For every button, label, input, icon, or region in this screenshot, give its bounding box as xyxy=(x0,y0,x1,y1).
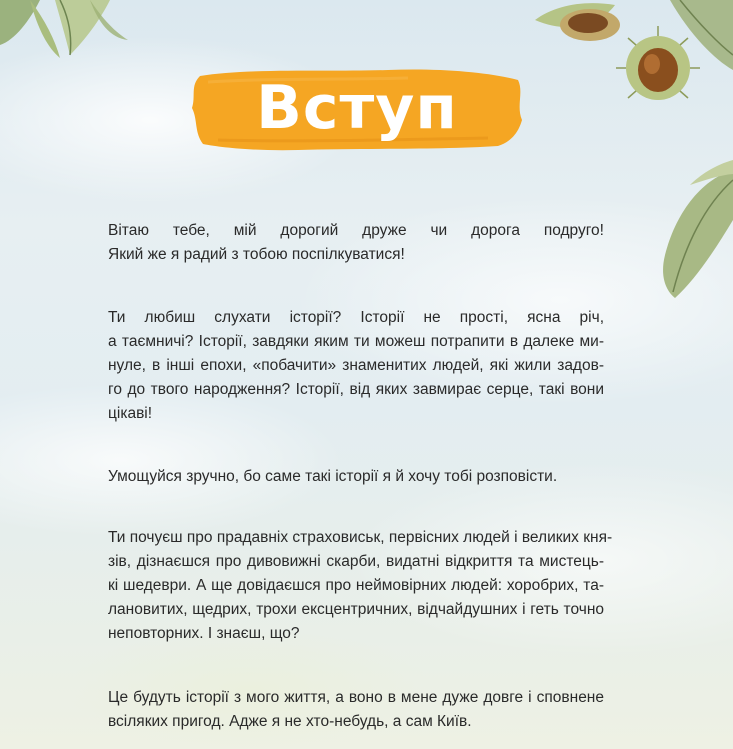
paragraph-you-will-hear xyxy=(108,526,613,646)
leaf-illustration-top-left xyxy=(0,0,130,60)
paragraph-settle-in xyxy=(108,465,604,489)
text-line: лановитих, щедрих, трохи ексцентричних, відчайдушних і геть точно xyxy=(108,601,604,618)
paragraph-greeting xyxy=(108,219,604,267)
text-line: неповторних. І знаєш, що? xyxy=(108,625,300,642)
text-line: Це будуть історії з мого життя, а воно в мене дуже довге і сповнене xyxy=(108,689,604,706)
text-line: Умощуйся зручно, бо саме такі історії я й хочу тобі розповісти. xyxy=(108,468,558,485)
leaf-illustration-right xyxy=(645,160,733,300)
page-title: Вступ xyxy=(256,73,458,143)
text-line: зів, дізнаєшся про дивовижні скарби, видатні відкриття та мистець- xyxy=(108,553,604,570)
paragraph-kyiv xyxy=(108,686,604,734)
text-line: нуле, в інші епохи, «побачити» знаменитих людей, які жили задов- xyxy=(108,357,604,374)
chestnut-illustration xyxy=(530,0,733,110)
text-line: го до твого народження? Історії, від яких завмирає серце, такі вони xyxy=(108,381,604,398)
text-line: Вітаю тебе, мій дорогий друже чи дорога подруго! xyxy=(108,222,604,239)
paragraph-stories xyxy=(108,306,604,426)
text-line: кі шедеври. А ще довідаєшся про неймовірних людей: хоробрих, та- xyxy=(108,577,604,594)
text-line: а таємничі? Історії, завдяки яким ти можеш потрапити в далеке ми- xyxy=(108,333,604,350)
text-line: Який же я радий з тобою поспілкуватися! xyxy=(108,246,405,263)
text-line: всіляких пригод. Адже я не хто-небудь, а сам Київ. xyxy=(108,713,472,730)
text-line: цікаві! xyxy=(108,405,153,422)
text-line: Ти почуєш про прадавніх страховиськ, первісних людей і великих кня- xyxy=(108,529,613,546)
text-line: Ти любиш слухати історії? Історії не прості, ясна річ, xyxy=(108,309,604,326)
